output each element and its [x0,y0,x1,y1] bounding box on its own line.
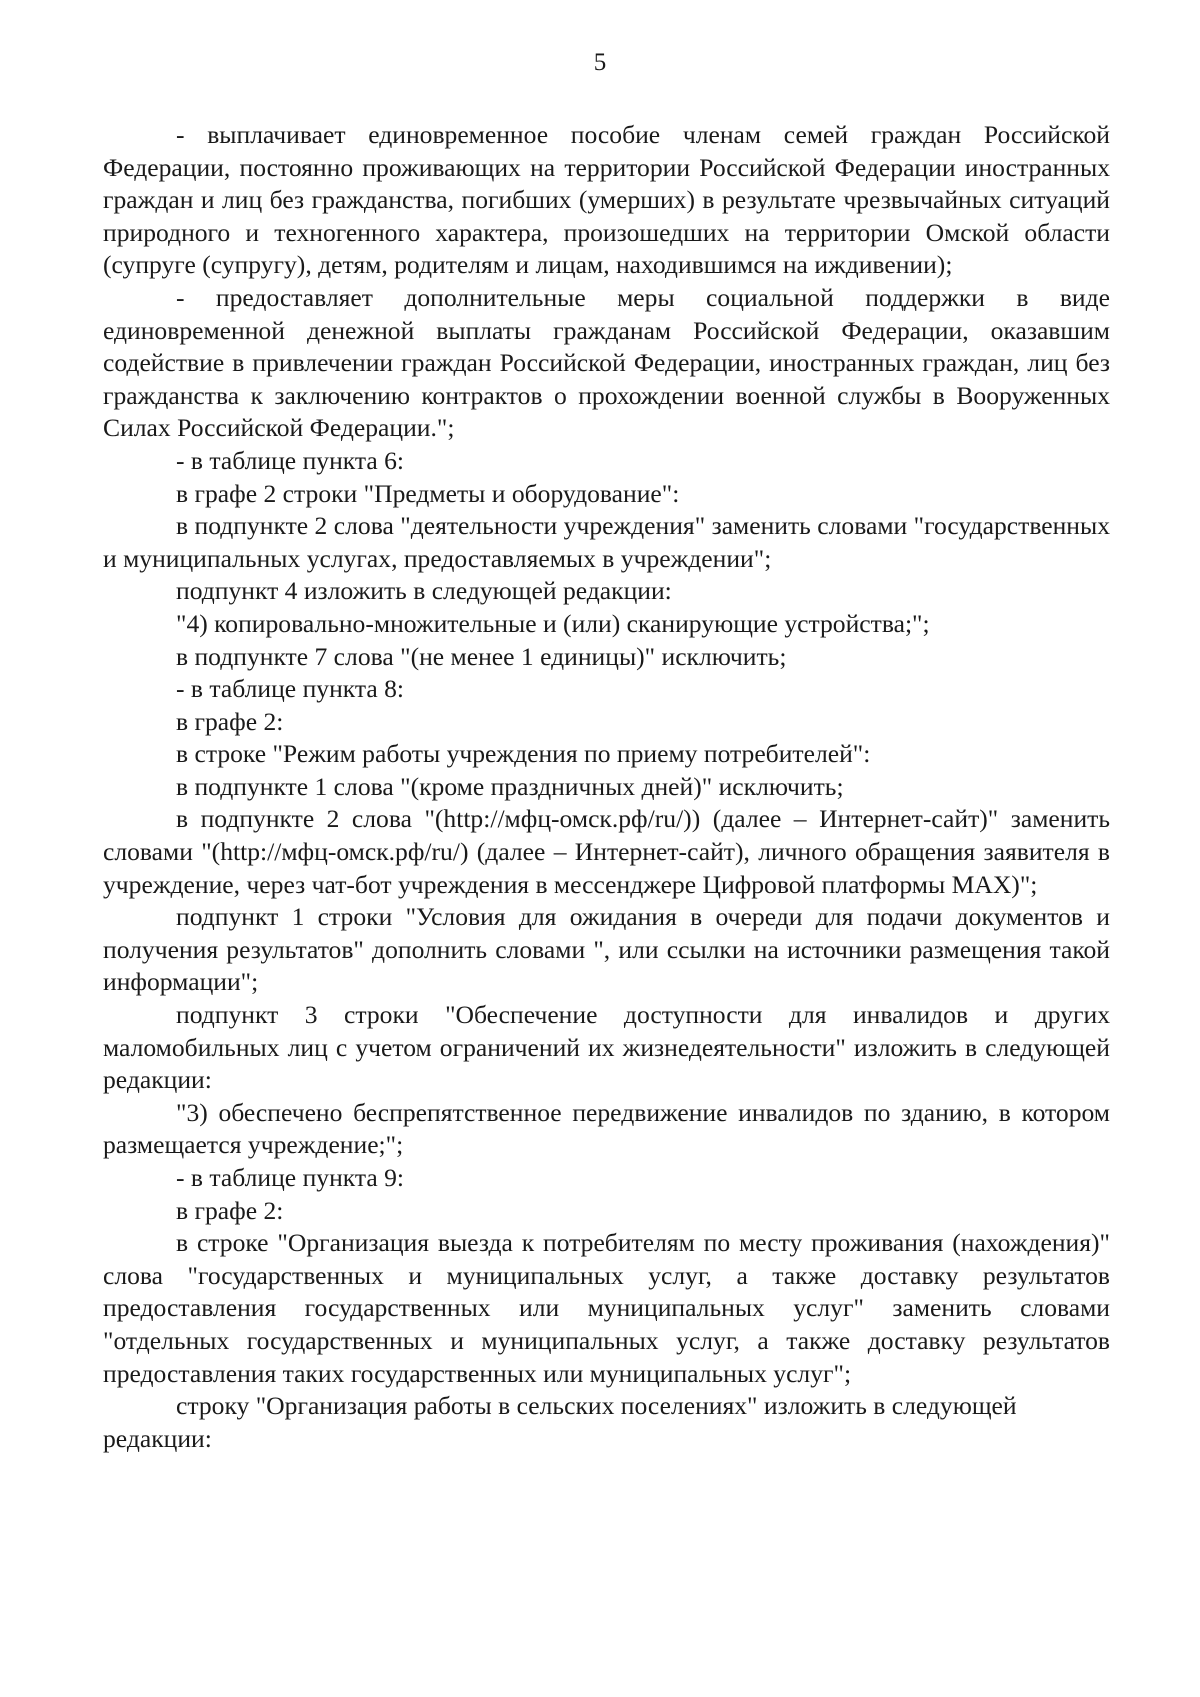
paragraph-subitem-7-exclude: в подпункте 7 слова "(не менее 1 единицы)" исключить; [176,641,787,671]
paragraph-social-support: - предоставляет дополнительные меры социальной поддержки в виде единовременной денежной выплаты гражданам Российской Федерации, оказавшим содействие в привлечении граждан Российской Федерации, иностранных граждан, лиц без гражданства к заключению контрактов о прохождении военной службы в Вооруженных Силах Российской Федерации."; [103,282,1110,443]
paragraph-working-hours-row: в строке "Режим работы учреждения по приему потребителей": [176,739,871,769]
page-number: 5 [593,49,607,76]
paragraph-table-item-8: - в таблице пункта 8: [176,674,405,704]
paragraph-table-item-9: - в таблице пункта 9: [176,1163,405,1192]
paragraph-benefit-payment: - выплачивает единовременное пособие членам семей граждан Российской Федерации, постоянно проживающих на территории Российской Федерации иностранных граждан и лиц без гражданства, погибших (умерших) в результате чрезвычайных ситуаций природного и техногенного характера, произошедших на территории Омской области (супруге (супругу), детям, родителям и лицам, находившимся на иждивении); [103,120,1110,280]
paragraph-subitem-2-website: в подпункте 2 слова "(http://мфц-омск.рф/ru/)) (далее – Интернет-сайт)" заменить словами "(http://мфц-омск.рф/ru/) (далее – Интернет-сайт), личного обращения заявителя в учреждение, через чат-бот учреждения в мессенджере Цифровой платформы MAX)"; [103,804,1110,899]
paragraph-rural-settlements: строку "Организация работы в сельских поселениях" изложить в следующей редакции: [103,1391,1017,1453]
paragraph-subitem-2-replace: в подпункте 2 слова "деятельности учреждения" заменить словами "государственных и муниципальных услугах, предоставляемых в учреждении"; [103,511,1110,573]
document-body [103,119,1110,1455]
paragraph-column-2-b: в графе 2: [176,1195,284,1225]
paragraph-table-item-6: - в таблице пункта 6: [176,445,405,475]
paragraph-subitem-4-text: "4) копировально-множительные и (или) сканирующие устройства;"; [176,608,930,638]
paragraph-column-2-equipment: в графе 2 строки "Предметы и оборудование": [176,478,680,508]
paragraph-accessibility-text: "3) обеспечено беспрепятственное передвижение инвалидов по зданию, в котором размещается учреждение;"; [103,1097,1110,1160]
paragraph-waiting-conditions: подпункт 1 строки "Условия для ожидания в очереди для подачи документов и получения результатов" дополнить словами ", или ссылки на источники размещения такой информации"; [103,902,1110,997]
paragraph-subitem-4-edit: подпункт 4 изложить в следующей редакции: [176,576,672,606]
paragraph-accessibility: подпункт 3 строки "Обеспечение доступности для инвалидов и других маломобильных лиц с учетом ограничений их жизнедеятельности" изложить в следующей редакции: [103,1000,1110,1095]
paragraph-subitem-1-holidays: в подпункте 1 слова "(кроме праздничных дней)" исключить; [176,771,844,801]
paragraph-field-visits: в строке "Организация выезда к потребителям по месту проживания (нахождения)" слова "государственных и муниципальных услуг, а также доставку результатов предоставления государственных или муниципальных услуг" заменить словами "отдельных государственных и муниципальных услуг, а также доставку результатов предоставления таких государственных или муниципальных услуг"; [103,1228,1110,1388]
paragraph-column-2-a: в графе 2: [176,706,284,736]
